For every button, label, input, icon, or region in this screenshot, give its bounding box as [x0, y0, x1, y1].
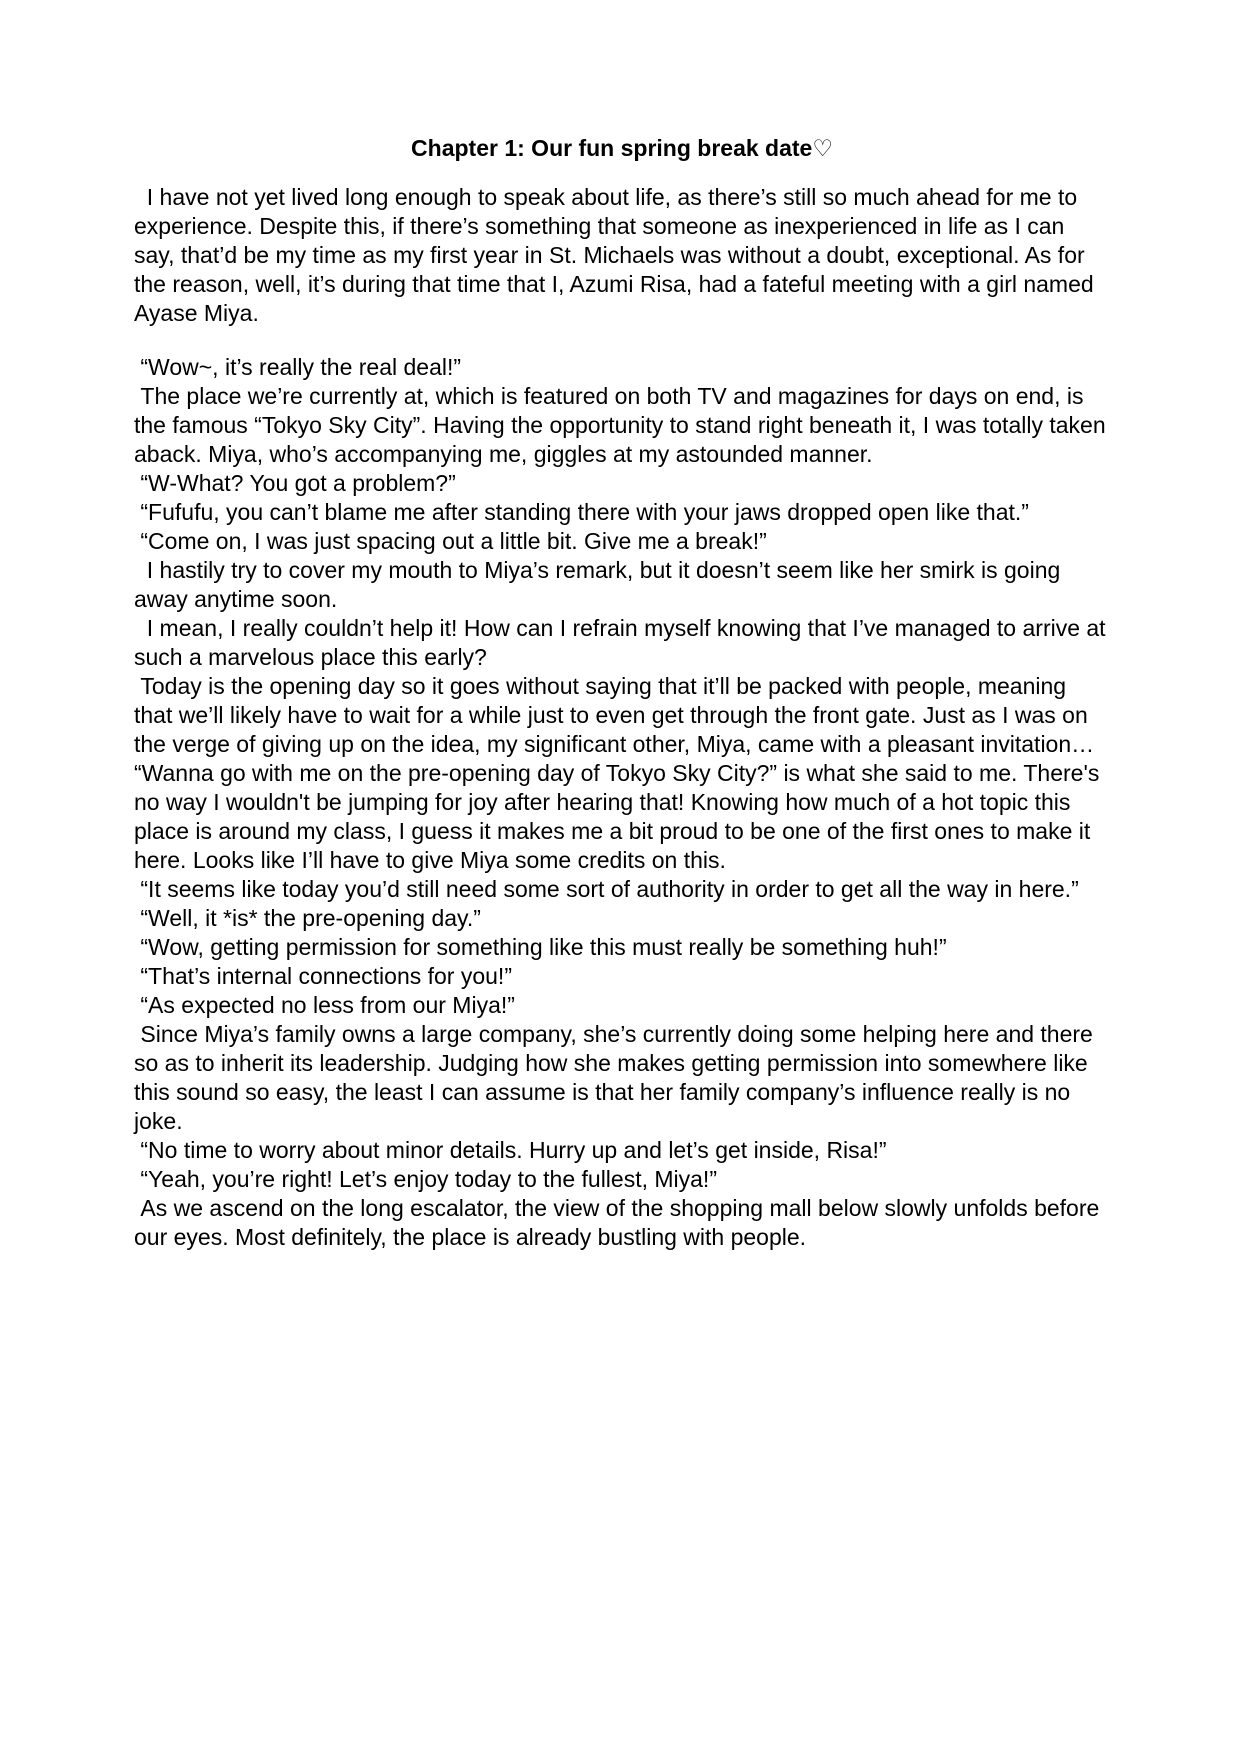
paragraph-dialogue: “That’s internal connections for you!”: [134, 963, 512, 989]
paragraph-narration: As we ascend on the long escalator, the view of the shopping mall below slowly unfolds before our eyes. Most definitely, the place is already bustling with people.: [134, 1195, 1106, 1250]
paragraph-dialogue: “It seems like today you’d still need some sort of authority in order to get all the way in here.”: [134, 876, 1079, 902]
paragraph-dialogue: “Wow~, it’s really the real deal!”: [134, 354, 462, 380]
chapter-title: Chapter 1: Our fun spring break date♡: [411, 135, 833, 161]
paragraph-dialogue: “Come on, I was just spacing out a little bit. Give me a break!”: [134, 528, 767, 554]
paragraph-dialogue: “Well, it *is* the pre-opening day.”: [134, 905, 481, 931]
paragraph-dialogue: “Fufufu, you can’t blame me after standing there with your jaws dropped open like that.”: [134, 499, 1029, 525]
paragraph-narration: Since Miya’s family owns a large company, she’s currently doing some helping here and there so as to inherit its leadership. Judging how she makes getting permission into somewhere like this sound so easy, the least I can assume is that her family company’s influence really is no joke.: [134, 1021, 1100, 1134]
paragraph-narration: Today is the opening day so it goes without saying that it’ll be packed with people, meaning that we’ll likely have to wait for a while just to even get through the front gate. Just as I was on the verge of giving up on the idea, my significant other, Miya, came with a pleasant invitation… “Wanna go with me on the pre-opening day of Tokyo Sky City?” is what she said to me. There's no way I wouldn't be jumping for joy after hearing that! Knowing how much of a hot topic this place is around my class, I guess it makes me a bit proud to be one of the first ones to make it here. Looks like I’ll have to give Miya some credits on this.: [134, 673, 1106, 873]
paragraph-dialogue: “Yeah, you’re right! Let’s enjoy today to the fullest, Miya!”: [134, 1166, 717, 1192]
paragraph-dialogue: “As expected no less from our Miya!”: [134, 992, 515, 1018]
paragraph-narration: I hastily try to cover my mouth to Miya’s remark, but it doesn’t seem like her smirk is going away anytime soon.: [134, 557, 1067, 612]
paragraph-dialogue: “W-What? You got a problem?”: [134, 470, 456, 496]
paragraph-dialogue: “Wow, getting permission for something like this must really be something huh!”: [134, 934, 947, 960]
paragraph-narration: I have not yet lived long enough to speak about life, as there’s still so much ahead for me to experience. Despite this, if there’s something that someone as inexperienced in life as I can say, that’d be my time as my first year in St. Michaels was without a doubt, exceptional. As for the reason, well, it’s during that time that I, Azumi Risa, had a fateful meeting with a girl named Ayase Miya.: [134, 184, 1099, 326]
paragraph-narration: The place we’re currently at, which is featured on both TV and magazines for days on end, is the famous “Tokyo Sky City”. Having the opportunity to stand right beneath it, I was totally taken aback. Miya, who’s accompanying me, giggles at my astounded manner.: [134, 383, 1112, 467]
paragraph-dialogue: “No time to worry about minor details. Hurry up and let’s get inside, Risa!”: [134, 1137, 887, 1163]
paragraph-narration: I mean, I really couldn’t help it! How can I refrain myself knowing that I’ve managed to arrive at such a marvelous place this early?: [134, 615, 1112, 670]
